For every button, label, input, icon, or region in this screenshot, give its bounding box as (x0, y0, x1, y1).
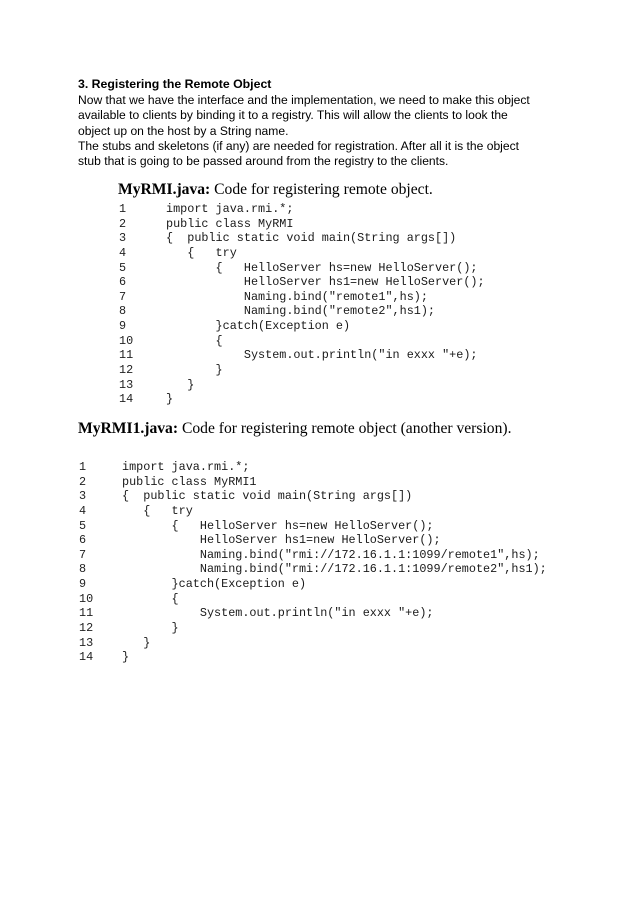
code-line (79, 504, 569, 519)
line-number: 3 (119, 231, 127, 246)
code-line (79, 519, 569, 534)
line-number: 1 (119, 202, 127, 216)
code-text: { public static void main(String args[]) (122, 489, 413, 504)
code-text: public class MyRMI (166, 216, 294, 231)
line-number: 7 (119, 289, 127, 304)
code-text: } (122, 650, 130, 665)
code-line (79, 475, 569, 490)
line-number: 12 (79, 621, 94, 636)
code-line (79, 636, 569, 651)
listing1-caption: Code for registering remote object. (210, 181, 433, 198)
code-text: } (122, 635, 151, 650)
code-text: System.out.println("in exxx "+e); (122, 606, 434, 621)
line-number: 4 (119, 245, 127, 260)
code-line (119, 217, 539, 232)
line-number: 8 (119, 304, 127, 319)
line-number: 5 (119, 260, 127, 275)
code-line (79, 533, 569, 548)
line-number: 11 (119, 348, 134, 363)
code-text: { public static void main(String args[]) (166, 231, 457, 246)
paragraph-line: Now that we have the interface and the implementation, we need to make this object (78, 93, 530, 107)
line-number: 7 (79, 547, 87, 562)
code-line (79, 548, 569, 563)
code-text: }catch(Exception e) (166, 319, 351, 334)
code-line (119, 231, 539, 246)
line-number: 4 (79, 503, 87, 518)
paragraph-line: The stubs and skeletons (if any) are needed for registration. After all it is the object (78, 138, 519, 153)
code-text: { (122, 591, 179, 606)
code-line (79, 489, 569, 504)
code-text: Naming.bind("remote1",hs); (166, 289, 428, 304)
line-number: 14 (119, 392, 134, 407)
code-text: import java.rmi.*; (122, 460, 250, 474)
code-text: }catch(Exception e) (122, 577, 307, 592)
code-line (79, 577, 569, 592)
line-number: 2 (79, 474, 87, 489)
code-text: HelloServer hs1=new HelloServer(); (122, 533, 441, 548)
code-text: { try (122, 503, 193, 518)
code-text: import java.rmi.*; (166, 202, 294, 216)
listing1-title (118, 181, 433, 199)
code-text: Naming.bind("rmi://172.16.1.1:1099/remote1",hs); (122, 547, 540, 562)
line-number: 9 (79, 577, 87, 592)
code-line (79, 606, 569, 621)
code-text: HelloServer hs1=new HelloServer(); (166, 275, 485, 290)
code-text: { try (166, 245, 237, 260)
code-text: { HelloServer hs=new HelloServer(); (122, 518, 434, 533)
paragraph-line: stub that is going to be passed around from the registry to the clients. (78, 154, 449, 169)
intro-paragraph (78, 93, 568, 169)
line-number: 3 (79, 489, 87, 504)
code-text: { HelloServer hs=new HelloServer(); (166, 260, 478, 275)
line-number: 6 (79, 533, 87, 548)
listing2-code-block (79, 460, 569, 665)
code-text: } (166, 392, 174, 407)
line-number: 1 (79, 460, 87, 474)
code-text: } (166, 377, 195, 392)
line-number: 8 (79, 562, 87, 577)
code-text: System.out.println("in exxx "+e); (166, 348, 478, 363)
code-line (79, 650, 569, 665)
code-line (119, 378, 539, 393)
line-number: 12 (119, 363, 134, 378)
line-number: 6 (119, 275, 127, 290)
code-text: Naming.bind("rmi://172.16.1.1:1099/remote2",hs1); (122, 562, 547, 577)
line-number: 10 (119, 333, 134, 348)
listing2-caption: Code for registering remote object (another version). (178, 420, 512, 437)
code-line (119, 304, 539, 319)
code-line (119, 392, 539, 407)
paragraph-line: available to clients by binding it to a registry. This will allow the clients to look the (78, 108, 508, 123)
code-line (119, 202, 539, 217)
code-line (119, 363, 539, 378)
code-line (119, 275, 539, 290)
code-text: } (122, 621, 179, 636)
code-line (119, 246, 539, 261)
line-number: 13 (119, 377, 134, 392)
line-number: 11 (79, 606, 94, 621)
line-number: 13 (79, 635, 94, 650)
code-line (79, 592, 569, 607)
code-line (119, 334, 539, 349)
code-line (79, 460, 569, 475)
paragraph-line: object up on the host by a String name. (78, 123, 289, 138)
line-number: 5 (79, 518, 87, 533)
code-line (119, 319, 539, 334)
listing1-code-block (119, 202, 539, 407)
code-text: { (166, 333, 223, 348)
listing1-filename: MyRMI.java: (118, 181, 211, 198)
code-text: public class MyRMI1 (122, 474, 257, 489)
code-line (119, 290, 539, 305)
line-number: 14 (79, 650, 94, 665)
code-line (119, 348, 539, 363)
listing2-filename: MyRMI1.java: (78, 420, 179, 437)
code-line (119, 261, 539, 276)
code-line (79, 562, 569, 577)
listing2-title (78, 420, 511, 438)
line-number: 9 (119, 319, 127, 334)
code-text: Naming.bind("remote2",hs1); (166, 304, 436, 319)
section-heading: 3. Registering the Remote Object (78, 77, 272, 91)
code-line (79, 621, 569, 636)
code-text: } (166, 363, 223, 378)
line-number: 2 (119, 216, 127, 231)
line-number: 10 (79, 591, 94, 606)
